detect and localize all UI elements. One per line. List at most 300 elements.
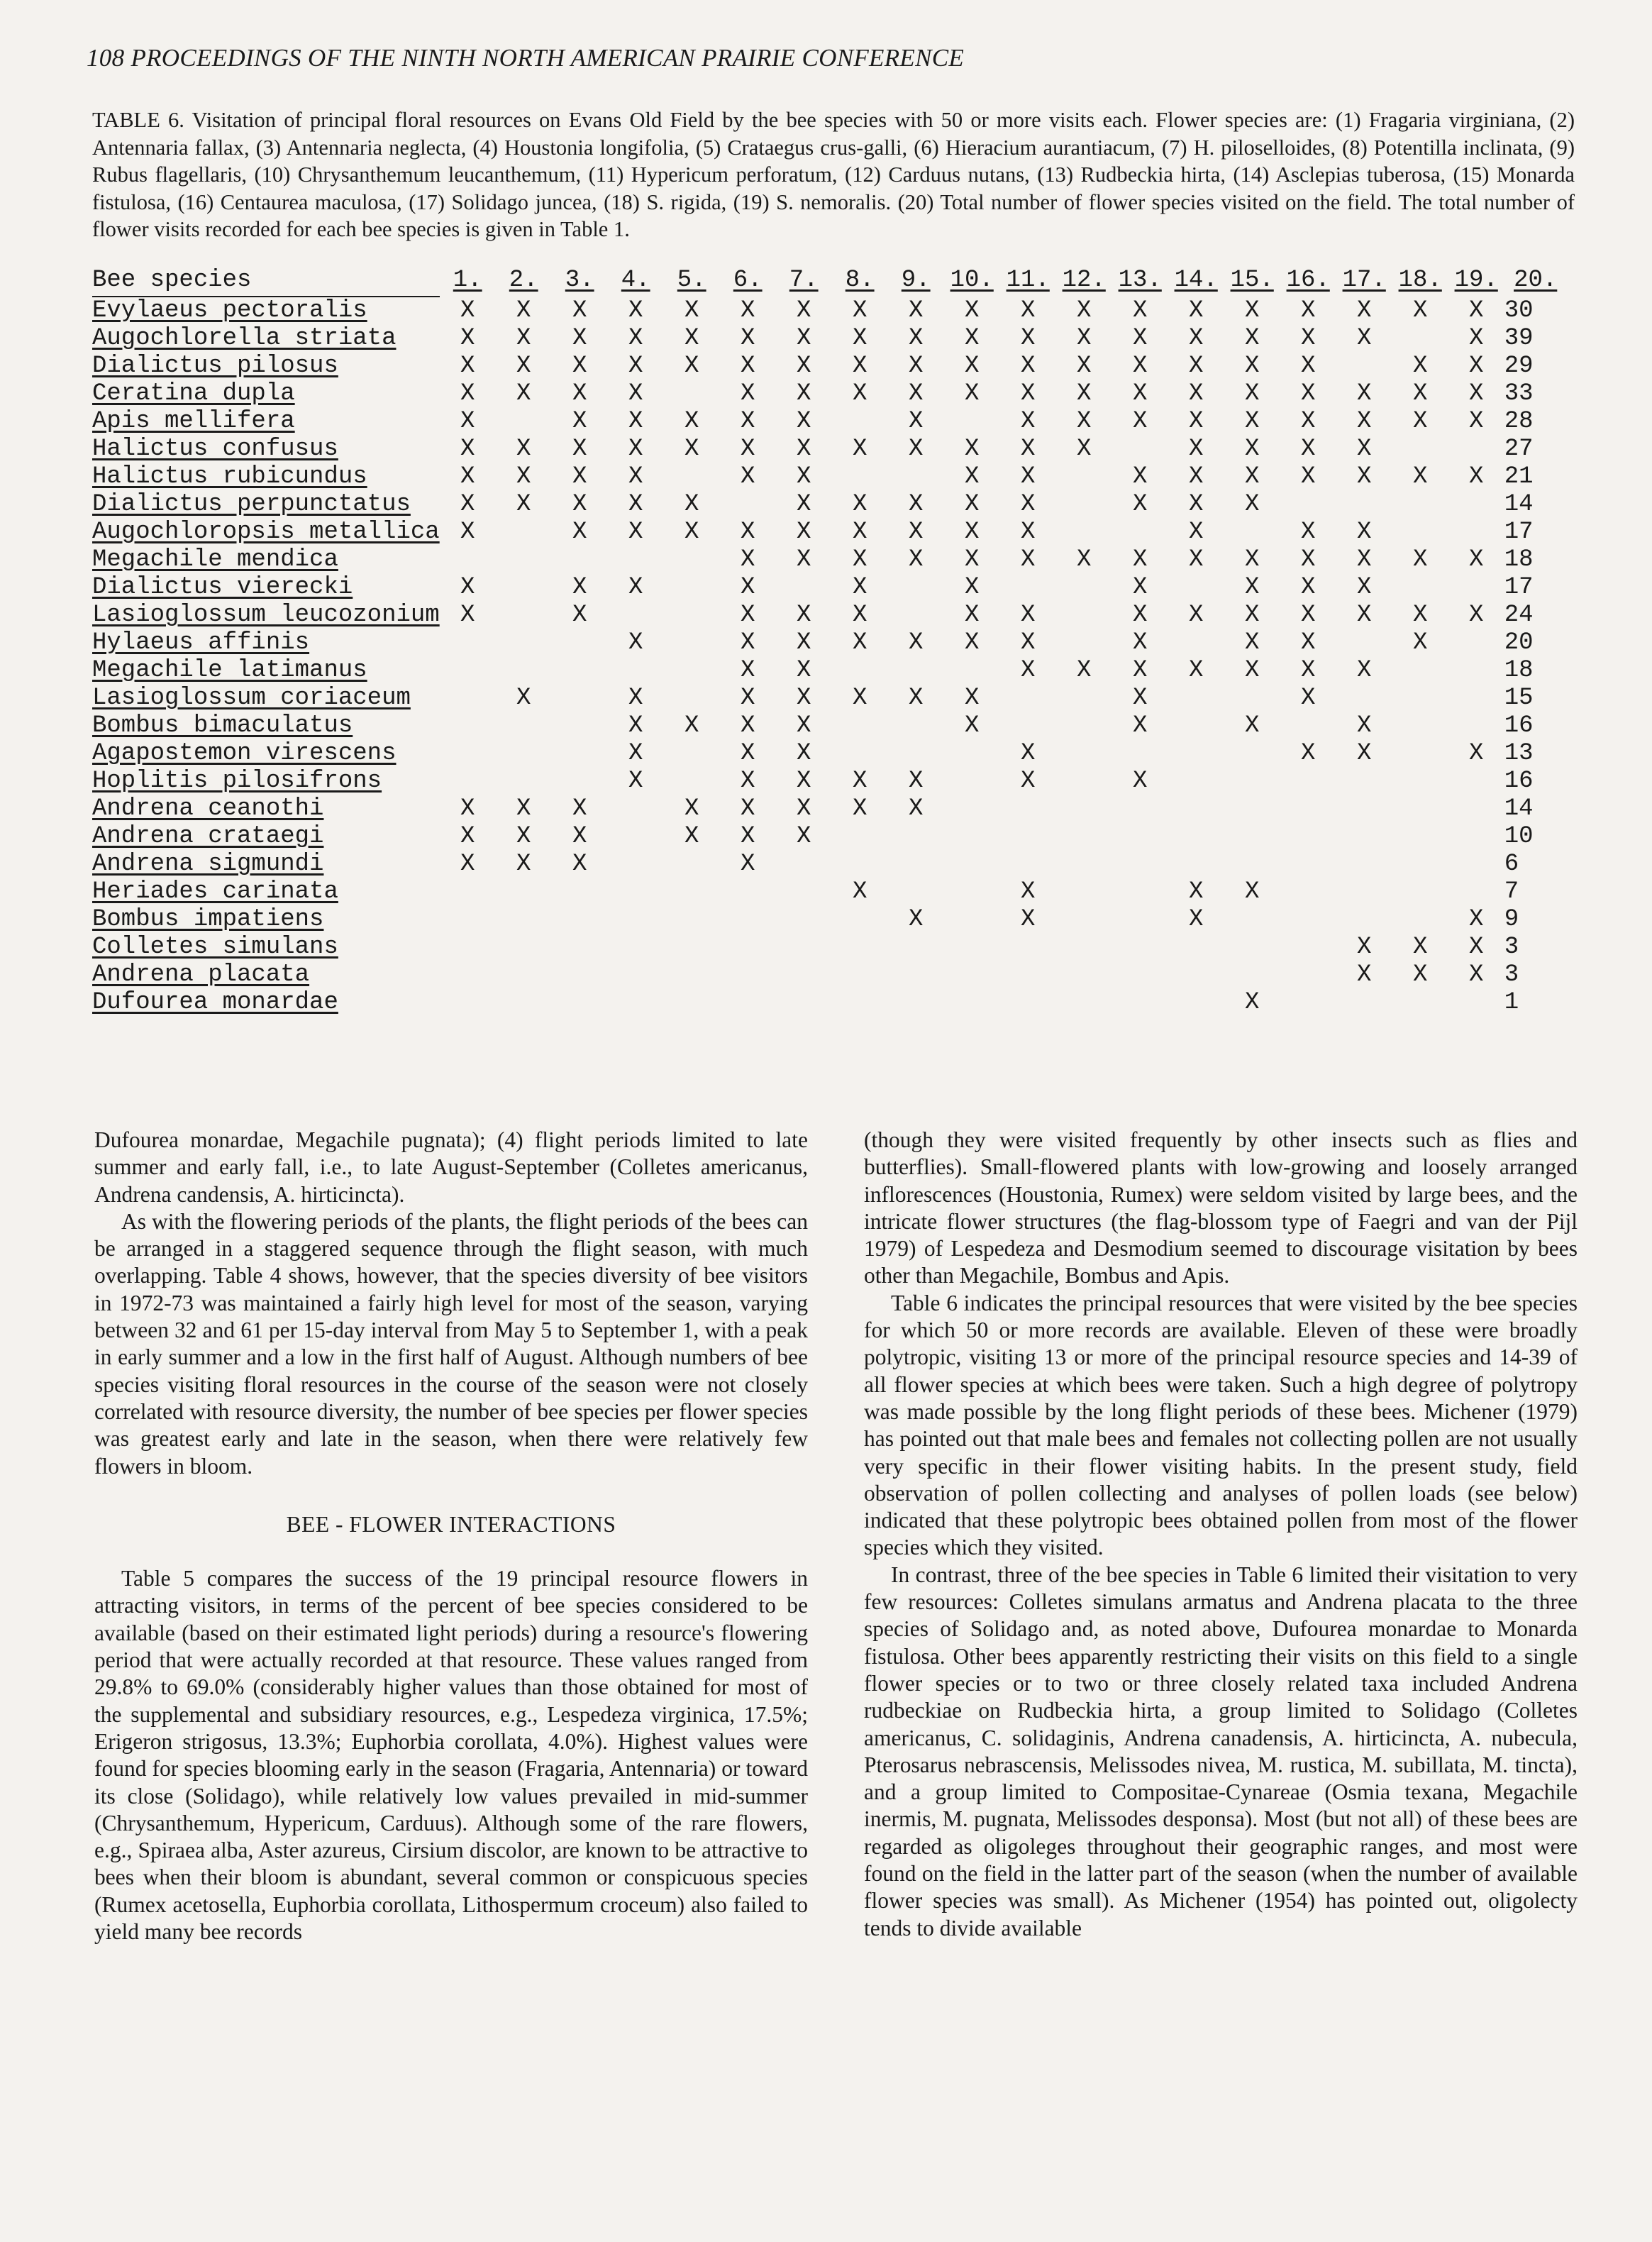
total-flower-species: 13: [1504, 740, 1534, 767]
visit-cell: [1056, 768, 1112, 795]
visit-cell: X: [516, 851, 531, 878]
visit-cell: X: [1020, 768, 1036, 795]
visit-cell: X: [1300, 463, 1316, 490]
bee-species-label: Andrena crataegi: [92, 823, 324, 850]
visit-cell: [1056, 491, 1112, 519]
visit-cell: X: [1244, 297, 1260, 324]
visit-cell: X: [1412, 934, 1428, 961]
visit-cell: X: [460, 602, 475, 629]
bee-species-name: [92, 851, 440, 878]
visit-cell: [832, 463, 888, 491]
visit-cell: X: [572, 491, 587, 518]
total-flower-species: 9: [1504, 906, 1519, 933]
bee-species-label: Dufourea monardae: [92, 989, 338, 1016]
visit-cell: [552, 989, 608, 1017]
visit-cell: X: [852, 491, 867, 518]
visit-cell: X: [1132, 297, 1148, 324]
visit-cell: X: [628, 629, 643, 656]
total-flower-species: 27: [1504, 436, 1534, 463]
visit-cell: [664, 629, 720, 657]
visit-cell: X: [628, 325, 643, 352]
visit-cell: X: [964, 629, 980, 656]
visit-cell: X: [796, 823, 811, 850]
visit-cell: [1448, 657, 1504, 685]
visit-cell: X: [1020, 408, 1036, 435]
column-header-10: [944, 265, 1000, 297]
column-header-label: 19.: [1454, 267, 1498, 294]
column-header-label: 2.: [509, 267, 538, 294]
visit-cell: [944, 934, 1000, 961]
visit-cell: [832, 712, 888, 740]
visit-cell: [1168, 934, 1224, 961]
total-flower-species: 21: [1504, 463, 1534, 490]
table-row: [92, 961, 1567, 989]
running-head: 108 PROCEEDINGS OF THE NINTH NORTH AMERICAN PRAIRIE CONFERENCE: [87, 44, 965, 72]
visit-cell: X: [1300, 740, 1316, 767]
visit-cell: [888, 740, 944, 768]
visit-cell: [664, 740, 720, 768]
visit-cell: [1392, 989, 1448, 1017]
bee-species-name: [92, 519, 440, 546]
visit-cell: [608, 851, 664, 878]
visit-cell: [1224, 851, 1280, 878]
visit-cell: X: [1188, 491, 1204, 518]
visit-cell: [888, 851, 944, 878]
visit-cell: X: [460, 380, 475, 407]
total-flower-species: 30: [1504, 297, 1534, 324]
visit-cell: X: [684, 519, 699, 546]
column-header-2: [496, 265, 552, 297]
visit-cell: [1448, 795, 1504, 823]
visit-cell: [720, 906, 776, 934]
visit-cell: [552, 740, 608, 768]
visit-cell: X: [908, 380, 924, 407]
visit-cell: [944, 768, 1000, 795]
visit-cell: [1336, 989, 1392, 1017]
bee-species-name: [92, 906, 440, 934]
visit-cell: X: [852, 768, 867, 795]
visit-cell: [944, 408, 1000, 436]
visit-cell: [440, 712, 496, 740]
visit-cell: X: [964, 602, 980, 629]
visit-cell: [496, 629, 552, 657]
visit-cell: X: [740, 519, 755, 546]
visit-cell: [608, 878, 664, 906]
bee-species-name: [92, 712, 440, 740]
visit-cell: [664, 906, 720, 934]
visit-cell: X: [1300, 629, 1316, 656]
visit-cell: [1336, 768, 1392, 795]
total-flower-species: 7: [1504, 878, 1519, 905]
column-header-3: [552, 265, 608, 297]
visit-cell: [888, 463, 944, 491]
visit-cell: [1000, 712, 1056, 740]
column-header-17: [1336, 265, 1392, 297]
visit-cell: X: [1244, 602, 1260, 629]
visit-cell: [888, 934, 944, 961]
visit-cell: [1224, 740, 1280, 768]
visit-cell: X: [572, 408, 587, 435]
visit-cell: [1112, 436, 1168, 463]
visit-cell: X: [1132, 353, 1148, 380]
visit-cell: X: [740, 712, 755, 739]
visit-cell: [776, 989, 832, 1017]
visit-cell: X: [1356, 934, 1372, 961]
visit-cell: [552, 685, 608, 712]
visit-cell: X: [796, 491, 811, 518]
column-header-13: [1112, 265, 1168, 297]
visit-cell: [944, 740, 1000, 768]
visit-cell: X: [908, 906, 924, 933]
bee-species-name: [92, 436, 440, 463]
visit-cell: [1448, 436, 1504, 463]
visit-cell: [944, 906, 1000, 934]
visit-cell: X: [460, 795, 475, 822]
visit-cell: X: [908, 685, 924, 712]
column-header-label: 7.: [789, 267, 819, 294]
visit-cell: [1000, 961, 1056, 989]
visit-cell: X: [1356, 546, 1372, 573]
visit-cell: [1448, 989, 1504, 1017]
bee-species-label: Dialictus vierecki: [92, 574, 353, 601]
visit-cell: [944, 878, 1000, 906]
bee-species-label: Bombus impatiens: [92, 906, 324, 933]
visit-cell: X: [1076, 436, 1092, 463]
visit-cell: [1448, 629, 1504, 657]
visit-cell: [1224, 934, 1280, 961]
visit-cell: X: [1188, 297, 1204, 324]
column-header-8: [832, 265, 888, 297]
bee-species-name: [92, 297, 440, 325]
bee-species-name: [92, 574, 440, 602]
visit-cell: X: [1020, 491, 1036, 518]
bee-species-name: [92, 353, 440, 380]
visit-cell: X: [1132, 463, 1148, 490]
table-row: [92, 823, 1567, 851]
visit-cell: X: [796, 657, 811, 684]
visit-cell: X: [460, 851, 475, 878]
visit-cell: [496, 768, 552, 795]
visit-cell: [944, 851, 1000, 878]
visit-cell: X: [572, 795, 587, 822]
visit-cell: [776, 906, 832, 934]
table-row: [92, 436, 1567, 463]
visit-cell: X: [460, 574, 475, 601]
visit-cell: X: [460, 491, 475, 518]
visit-cell: [608, 989, 664, 1017]
visit-cell: X: [1132, 491, 1148, 518]
visit-cell: [1056, 602, 1112, 629]
bee-species-label: Hylaeus affinis: [92, 629, 310, 656]
total-flower-species: 3: [1504, 934, 1519, 961]
bee-species-name: [92, 546, 440, 574]
visit-cell: [440, 934, 496, 961]
visit-cell: [608, 602, 664, 629]
visit-cell: [1280, 491, 1336, 519]
table-row: [92, 740, 1567, 768]
visit-cell: [720, 961, 776, 989]
visit-cell: [1056, 851, 1112, 878]
visit-cell: X: [1468, 353, 1484, 380]
visit-cell: X: [908, 436, 924, 463]
visit-cell: X: [628, 380, 643, 407]
visit-cell: [496, 657, 552, 685]
table-row: [92, 491, 1567, 519]
visit-cell: [1448, 712, 1504, 740]
visit-cell: X: [1300, 380, 1316, 407]
visit-cell: X: [1188, 463, 1204, 490]
visit-cell: X: [1244, 463, 1260, 490]
visit-cell: [1112, 989, 1168, 1017]
visit-cell: X: [1300, 519, 1316, 546]
visit-cell: X: [1188, 906, 1204, 933]
table-row: [92, 878, 1567, 906]
visit-cell: X: [852, 795, 867, 822]
column-header-label: 14.: [1174, 267, 1218, 294]
visit-cell: [440, 657, 496, 685]
visit-cell: X: [796, 602, 811, 629]
visit-cell: [608, 934, 664, 961]
bee-species-label: Evylaeus pectoralis: [92, 297, 367, 324]
left-paragraph-2: As with the flowering periods of the plants, the flight periods of the bees can be arranged in a staggered sequence through the flight season, with much overlapping. Table 4 shows, however, that the species diversity of bee visitors in 1972-73 was maintained a fairly high level for most of the season, varying between 32 and 61 per 15-day interval from May 5 to September 1, with a peak in early summer and a low in the first half of August. Although numbers of bee species visiting floral resources in the course of the season were not closely correlated with resource diversity, the number of bee species per flower species was greatest early and late in the season, when there were relatively few flowers in bloom.: [94, 1208, 808, 1479]
visit-cell: X: [852, 685, 867, 712]
visit-cell: X: [1188, 408, 1204, 435]
visit-cell: X: [1244, 325, 1260, 352]
visit-cell: X: [1356, 961, 1372, 988]
visit-cell: [776, 574, 832, 602]
total-flower-species: 20: [1504, 629, 1534, 656]
bee-species-name: [92, 989, 440, 1017]
visit-cell: X: [516, 491, 531, 518]
bee-species-label: Lasioglossum leucozonium: [92, 602, 440, 629]
visit-cell: X: [1468, 325, 1484, 352]
visit-cell: X: [1076, 353, 1092, 380]
column-header-label: 13.: [1118, 267, 1162, 294]
visit-cell: [440, 906, 496, 934]
visit-cell: [664, 989, 720, 1017]
total-flower-species: 17: [1504, 519, 1534, 546]
table-caption: TABLE 6. Visitation of principal floral resources on Evans Old Field by the bee species with 50 or more visits each. Flower species are: (1) Fragaria virginiana, (2) Antennaria fallax, (3) Antennaria neglecta, (4) Houstonia longifolia, (5) Crataegus crus-galli, (6) Hieracium aurantiacum, (7) H. piloselloides, (8) Potentilla inclinata, (9) Rubus flagellaris, (10) Chrysanthemum leucanthemum, (11) Hypericum perforatum, (12) Carduus nutans, (13) Rudbeckia hirta, (14) Asclepias tuberosa, (15) Monarda fistulosa, (16) Centaurea maculosa, (17) Solidago juncea, (18) S. rigida, (19) S. nemoralis. (20) Total number of flower species visited on the field. The total number of flower visits recorded for each bee species is given in Table 1.: [92, 108, 1575, 242]
right-column: [864, 1127, 1578, 1942]
visit-cell: X: [964, 297, 980, 324]
visit-cell: X: [1412, 961, 1428, 988]
visit-cell: X: [1020, 657, 1036, 684]
visit-cell: X: [908, 491, 924, 518]
visit-cell: [1168, 851, 1224, 878]
visit-cell: [1448, 768, 1504, 795]
visit-cell: [832, 851, 888, 878]
visit-cell: X: [740, 574, 755, 601]
bee-species-label: Dialictus perpunctatus: [92, 491, 411, 518]
visit-cell: [1448, 878, 1504, 906]
bee-species-label: Colletes simulans: [92, 934, 338, 961]
column-header-20: [1504, 265, 1567, 297]
visit-cell: [720, 934, 776, 961]
visit-cell: X: [572, 325, 587, 352]
visit-cell: X: [572, 380, 587, 407]
visit-cell: X: [1020, 602, 1036, 629]
visit-cell: [1392, 768, 1448, 795]
visit-cell: X: [852, 602, 867, 629]
visit-cell: X: [1020, 906, 1036, 933]
visit-cell: [944, 989, 1000, 1017]
visit-cell: [776, 878, 832, 906]
visit-cell: [832, 961, 888, 989]
column-header-label: 1.: [453, 267, 482, 294]
visit-cell: [1112, 823, 1168, 851]
visit-cell: [1112, 795, 1168, 823]
visit-cell: [1336, 685, 1392, 712]
visit-cell: [440, 878, 496, 906]
visit-cell: [1392, 657, 1448, 685]
visit-cell: X: [1132, 408, 1148, 435]
visit-cell: X: [1412, 297, 1428, 324]
visit-cell: X: [1020, 436, 1036, 463]
visit-cell: [832, 657, 888, 685]
bee-species-label: Bombus bimaculatus: [92, 712, 353, 739]
visit-cell: [496, 712, 552, 740]
visit-cell: X: [1468, 740, 1484, 767]
bee-species-label: Ceratina dupla: [92, 380, 295, 407]
visit-cell: [1168, 574, 1224, 602]
visit-cell: X: [1356, 436, 1372, 463]
visit-cell: X: [572, 297, 587, 324]
bee-species-name: [92, 685, 440, 712]
visit-cell: X: [1244, 546, 1260, 573]
visit-cell: X: [1188, 325, 1204, 352]
visit-cell: [496, 602, 552, 629]
visit-cell: X: [740, 380, 755, 407]
visit-cell: [1392, 491, 1448, 519]
visit-cell: X: [1020, 463, 1036, 490]
visit-cell: [1056, 740, 1112, 768]
visit-cell: X: [1132, 380, 1148, 407]
visit-cell: [1392, 740, 1448, 768]
visit-cell: [888, 961, 944, 989]
visit-cell: X: [684, 712, 699, 739]
visit-cell: X: [796, 353, 811, 380]
visit-cell: X: [796, 408, 811, 435]
visit-cell: [1280, 795, 1336, 823]
bee-species-label: Lasioglossum coriaceum: [92, 685, 411, 712]
visit-cell: [1336, 906, 1392, 934]
visit-cell: [1112, 906, 1168, 934]
visit-cell: [608, 961, 664, 989]
right-paragraph-3: In contrast, three of the bee species in Table 6 limited their visitation to very few resources: Colletes simulans armatus and Andrena placata to the three species of Solidago and, as noted above, Dufourea monardae to Monarda fistulosa. Other bees apparently restricting their visits on this field to a single flower species or to two or three closely related taxa included Andrena rudbeckiae on Rudbeckia hirta, a group limited to Solidago (Colletes americanus, C. solidaginis, Andrena canadensis, A. hirticincta, A. nubecula, Pterosarus nebrascensis, Melissodes nivea, M. rustica, M. subillata, M. tincta), and a group limited to Compositae-Cynareae (Osmia texana, Megachile inermis, M. pugnata, Melissodes desponsa). Most (but not all) of these bees are regarded as oligoleges throughout their geographic ranges, and most were found on the field in the latter part of the season (when the number of available flower species was small). As Michener (1954) has pointed out, oligolecty tends to divide available: [864, 1562, 1578, 1940]
bee-species-name: [92, 823, 440, 851]
visit-cell: [608, 906, 664, 934]
visit-cell: [1280, 851, 1336, 878]
visit-cell: X: [1300, 436, 1316, 463]
visit-cell: [888, 878, 944, 906]
visit-cell: X: [1468, 408, 1484, 435]
left-column: [94, 1127, 808, 1945]
visit-cell: X: [460, 353, 475, 380]
visit-cell: [1056, 685, 1112, 712]
total-flower-species: 28: [1504, 408, 1534, 435]
visit-cell: [1392, 712, 1448, 740]
visit-cell: X: [1188, 546, 1204, 573]
table-row: [92, 851, 1567, 878]
visit-cell: [944, 657, 1000, 685]
bee-species-name: [92, 657, 440, 685]
visit-cell: X: [1412, 546, 1428, 573]
visit-cell: [496, 408, 552, 436]
visit-cell: X: [740, 602, 755, 629]
column-header-18: [1392, 265, 1448, 297]
visit-cell: X: [516, 297, 531, 324]
visit-cell: [944, 823, 1000, 851]
visit-cell: X: [460, 325, 475, 352]
visit-cell: X: [460, 823, 475, 850]
visit-cell: X: [1300, 574, 1316, 601]
visit-cell: X: [908, 353, 924, 380]
visit-cell: X: [1076, 546, 1092, 573]
visit-cell: [832, 906, 888, 934]
visit-cell: [664, 685, 720, 712]
bee-species-label: Andrena placata: [92, 961, 310, 988]
visit-cell: X: [1244, 878, 1260, 905]
visit-cell: [1168, 989, 1224, 1017]
visit-cell: [440, 989, 496, 1017]
bee-species-label: Apis mellifera: [92, 408, 295, 435]
visit-cell: [664, 380, 720, 408]
visit-cell: X: [1076, 657, 1092, 684]
bee-species-name: [92, 768, 440, 795]
visit-cell: X: [516, 685, 531, 712]
visit-cell: X: [1468, 297, 1484, 324]
total-flower-species: 10: [1504, 823, 1534, 850]
visit-cell: X: [740, 795, 755, 822]
visit-cell: X: [684, 325, 699, 352]
visit-cell: [1000, 823, 1056, 851]
visit-cell: [776, 851, 832, 878]
visit-cell: [888, 574, 944, 602]
table-row: [92, 519, 1567, 546]
bee-species-name: [92, 463, 440, 491]
visit-cell: [1336, 795, 1392, 823]
visit-cell: X: [1300, 546, 1316, 573]
visit-cell: [1280, 989, 1336, 1017]
column-header-7: [776, 265, 832, 297]
visit-cell: [1392, 878, 1448, 906]
bee-species-name: [92, 325, 440, 353]
table-6: [92, 265, 1575, 1031]
visit-cell: X: [684, 795, 699, 822]
bee-species-name: [92, 491, 440, 519]
visit-cell: X: [1300, 657, 1316, 684]
bee-species-name: [92, 795, 440, 823]
visit-cell: X: [908, 519, 924, 546]
section-heading: BEE - FLOWER INTERACTIONS: [286, 1511, 616, 1537]
visit-cell: X: [796, 629, 811, 656]
visit-cell: X: [740, 768, 755, 795]
visit-cell: X: [572, 353, 587, 380]
bee-species-label: Dialictus pilosus: [92, 353, 338, 380]
visit-cell: X: [1132, 657, 1148, 684]
visit-cell: [496, 961, 552, 989]
visit-cell: X: [1300, 353, 1316, 380]
visit-cell: [1112, 934, 1168, 961]
visit-cell: X: [628, 768, 643, 795]
visit-cell: X: [852, 629, 867, 656]
visit-cell: X: [1020, 380, 1036, 407]
right-paragraph-1: (though they were visited frequently by other insects such as flies and butterflies). Small-flowered plants with low-growing and loosely arranged inflorescences (Houstonia, Rumex) were seldom visited by large bees, and the intricate flower structures (the flag-blossom type of Faegri and van der Pijl 1979) of Lespedeza and Desmodium seemed to discourage visitation by bees other than Megachile, Bombus and Apis.: [864, 1127, 1578, 1288]
visit-cell: [664, 574, 720, 602]
visit-cell: [1056, 519, 1112, 546]
visit-cell: X: [1076, 408, 1092, 435]
visit-cell: X: [572, 574, 587, 601]
